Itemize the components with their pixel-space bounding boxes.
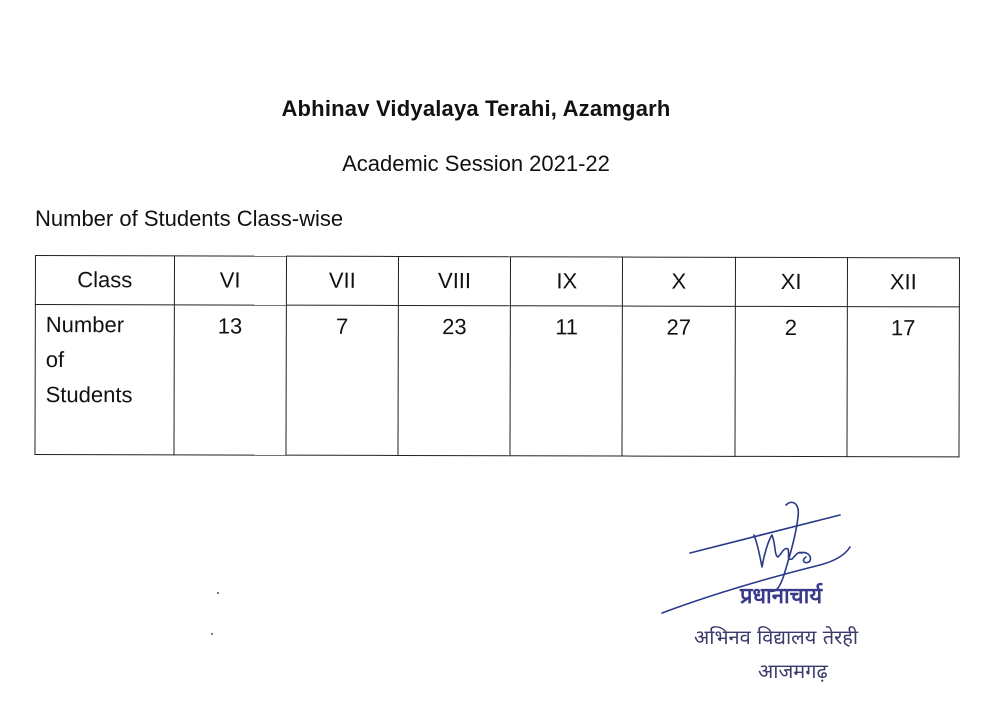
student-count-cell [847, 307, 960, 457]
class-name: X [671, 268, 687, 294]
student-count-cell [622, 306, 735, 456]
class-name: VI [219, 267, 241, 293]
student-count: 7 [336, 313, 349, 339]
student-count-cell [510, 306, 623, 456]
school-title: Abhinav Vidyalaya Terahi, Azamgarh [281, 96, 671, 121]
student-count: 11 [555, 314, 579, 340]
class-name: XI [780, 268, 802, 295]
stamp-location: आजमगढ़ [758, 659, 828, 683]
class-cell [735, 257, 847, 306]
session-subtitle: Academic Session 2021-22 [342, 151, 610, 176]
row-label-line: Number [45, 312, 125, 338]
class-cell [398, 256, 510, 305]
students-table [34, 255, 960, 457]
student-count-cell [286, 305, 399, 455]
table-caption: Number of Students Class-wise [35, 206, 344, 231]
class-cell [511, 257, 623, 306]
class-cell [623, 257, 735, 306]
student-count: 23 [442, 314, 467, 340]
student-count-cell [398, 305, 511, 455]
student-count: 13 [217, 313, 243, 339]
class-cell [286, 256, 398, 305]
scan-speck [211, 633, 213, 635]
table-header-row [35, 256, 959, 307]
scan-speck [217, 592, 219, 594]
stamp-designation: प्रधानाचार्य [740, 584, 823, 609]
principal-signature-block [650, 495, 910, 695]
row-label-line: Students [45, 382, 133, 408]
table-data-row [35, 305, 959, 457]
class-header-label: Class [77, 267, 133, 293]
class-name: XII [889, 269, 917, 295]
student-count-cell [735, 306, 848, 456]
student-count: 17 [890, 315, 916, 341]
student-count: 27 [666, 314, 692, 340]
class-header-cell [35, 256, 174, 305]
students-row-header [35, 305, 174, 455]
row-label-line: of [45, 347, 65, 373]
class-name: VIII [438, 268, 472, 294]
class-name: VII [328, 267, 356, 293]
stamp-school-name: अभिनव विद्यालय तेरही [694, 625, 859, 649]
class-cell [847, 258, 959, 307]
student-count: 2 [784, 314, 798, 340]
class-cell [174, 256, 286, 305]
class-name: IX [556, 268, 578, 294]
student-count-cell [174, 305, 287, 455]
